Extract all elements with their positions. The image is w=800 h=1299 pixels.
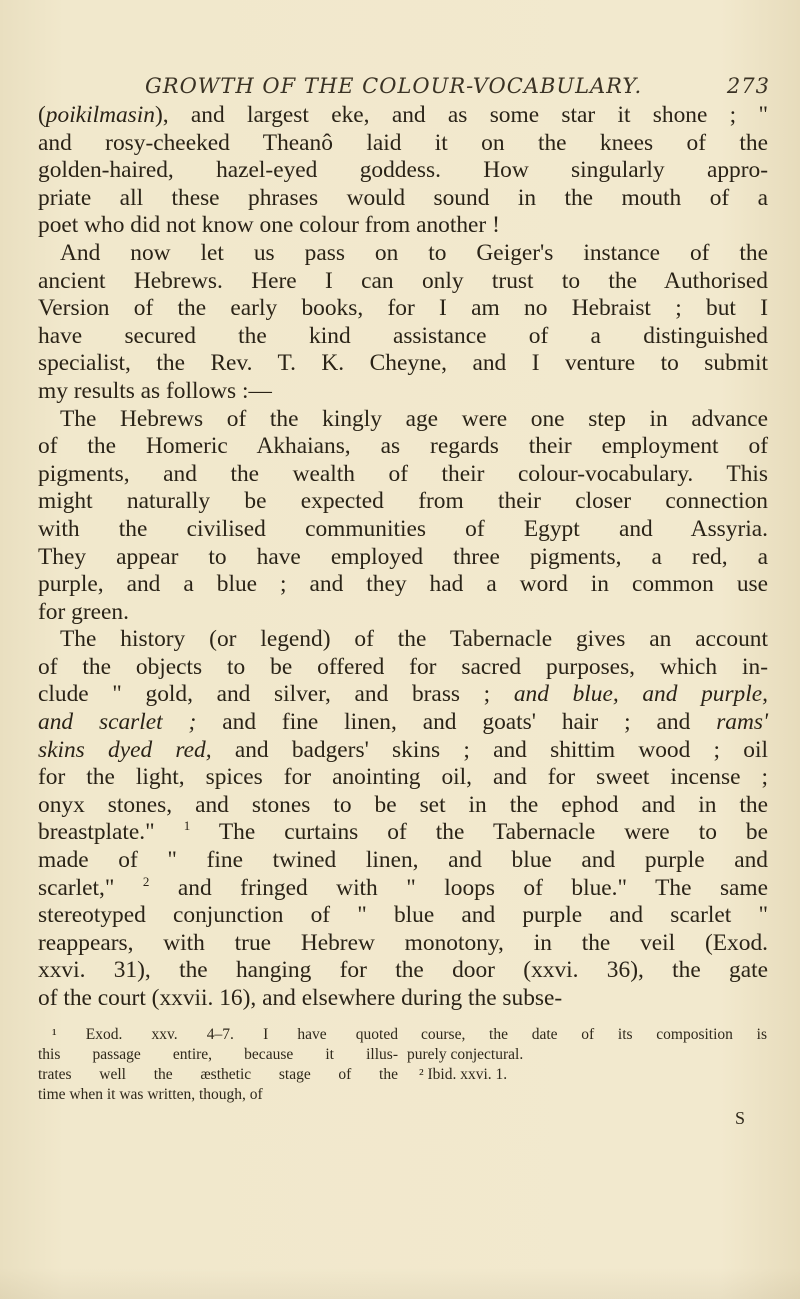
footnote-line: time when it was written, though, of xyxy=(38,1086,263,1103)
footnote-line: ¹ Exod. xxv. 4–7. I have quoted xyxy=(52,1026,398,1043)
text-run: poikilmasin xyxy=(45,102,155,128)
text-run: and blue, and purple, xyxy=(513,681,768,708)
running-header xyxy=(145,74,770,104)
footnote-marker: 2 xyxy=(142,873,150,889)
body-line xyxy=(38,212,768,240)
body-line xyxy=(38,433,768,461)
body-line xyxy=(38,957,768,985)
text-run: stereotyped conjunction of " blue and purple and scarlet " xyxy=(38,902,768,929)
text-run: and fringed with " loops of blue." The same xyxy=(149,874,769,901)
footnotes-right-column xyxy=(407,1025,767,1085)
body-line xyxy=(38,737,768,765)
body-line xyxy=(38,350,768,378)
footnote-line: course, the date of its composition is xyxy=(421,1026,767,1043)
text-run: and scarlet ; xyxy=(38,709,197,736)
text-run: and fine linen, and goats' hair ; and xyxy=(196,709,717,736)
signature-mark: S xyxy=(735,1108,746,1128)
text-run: purple, and a blue ; and they had a word in common use xyxy=(38,571,768,598)
text-run: The history (or legend) of the Tabernacle gives an account xyxy=(60,626,768,653)
page-edge-shadow xyxy=(0,1268,800,1299)
footnote-marker: 1 xyxy=(183,818,191,834)
body-line xyxy=(38,847,768,875)
text-run: for green. xyxy=(38,598,129,625)
body-line xyxy=(38,764,768,792)
text-run: scarlet," xyxy=(38,874,143,901)
footnote-line: this passage entire, because it illus- xyxy=(38,1046,398,1063)
text-run: poet who did not know one colour from another ! xyxy=(38,212,500,239)
body-line xyxy=(38,709,768,737)
body-line xyxy=(38,516,768,544)
body-line xyxy=(38,406,768,434)
body-line xyxy=(38,571,768,599)
body-line xyxy=(38,875,768,903)
body-line xyxy=(38,599,768,627)
body-line xyxy=(38,130,768,158)
footnote-line: trates well the æsthetic stage of the xyxy=(38,1066,398,1083)
body-line xyxy=(38,268,768,296)
body-line xyxy=(38,461,768,489)
text-run: onyx stones, and stones to be set in the ephod and in the xyxy=(38,791,768,818)
text-run: ( xyxy=(38,102,46,128)
body-line xyxy=(38,792,768,820)
text-run: rams' xyxy=(716,709,768,736)
text-run: The curtains of the Tabernacle were to be xyxy=(190,819,768,846)
text-run: xxvi. 31), the hanging for the door (xxvi. 36), the gate xyxy=(38,957,768,984)
text-run: They appear to have employed three pigments, a red, a xyxy=(38,543,768,570)
text-run: made of " fine twined linen, and blue and purple and xyxy=(38,847,768,874)
body-line xyxy=(38,240,768,268)
text-run: And now let us pass on to Geiger's instance of the xyxy=(60,239,768,266)
text-run: and badgers' skins ; and shittim wood ; oil xyxy=(211,736,768,763)
text-run: priate all these phrases would sound in the mouth of a xyxy=(38,184,768,211)
footnotes-left-column xyxy=(38,1025,398,1105)
text-run: for the light, spices for anointing oil, and for sweet incense ; xyxy=(38,764,768,791)
text-run: ), and largest eke, and as some star it shone ; " xyxy=(154,102,768,128)
body-line xyxy=(38,930,768,958)
text-run: have secured the kind assistance of a distinguished xyxy=(38,322,768,349)
text-run: ancient Hebrews. Here I can only trust to the Authorised xyxy=(38,267,768,294)
body-line xyxy=(38,819,768,847)
text-run: reappears, with true Hebrew monotony, in the veil (Exod. xyxy=(38,929,768,956)
body-line xyxy=(38,902,768,930)
body-line xyxy=(38,544,768,572)
text-run: golden-haired, hazel-eyed goddess. How singularly appro- xyxy=(38,157,768,184)
body-line xyxy=(38,185,768,213)
text-run: skins dyed red, xyxy=(38,736,212,763)
body-line xyxy=(38,323,768,351)
text-run: specialist, the Rev. T. K. Cheyne, and I venture to submit xyxy=(38,350,768,377)
page-number: 273 xyxy=(726,74,770,98)
body-text xyxy=(38,102,768,1013)
text-run: breastplate." xyxy=(38,819,184,846)
body-line xyxy=(38,102,768,130)
text-run: with the civilised communities of Egypt and Assyria. xyxy=(38,515,768,542)
text-run: clude " gold, and silver, and brass ; xyxy=(38,681,514,708)
footnote-line: purely conjectural. xyxy=(407,1046,524,1063)
body-line xyxy=(38,626,768,654)
body-line xyxy=(38,985,768,1013)
text-run: and rosy-cheeked Theanô laid it on the knees of the xyxy=(38,129,768,156)
body-line xyxy=(38,157,768,185)
text-run: of the objects to be offered for sacred purposes, which in- xyxy=(38,653,768,680)
text-run: of the Homeric Akhaians, as regards their employment of xyxy=(38,433,768,460)
text-run: pigments, and the wealth of their colour-vocabulary. This xyxy=(38,460,768,487)
text-run: The Hebrews of the kingly age were one step in advance xyxy=(60,405,768,432)
text-run: my results as follows :— xyxy=(38,377,272,404)
body-line xyxy=(38,488,768,516)
body-line xyxy=(38,295,768,323)
text-run: Version of the early books, for I am no Hebraist ; but I xyxy=(38,295,768,322)
body-line xyxy=(38,378,768,406)
running-title: GROWTH OF THE COLOUR-VOCABULARY. xyxy=(145,74,643,98)
body-line xyxy=(38,681,768,709)
text-run: of the court (xxvii. 16), and elsewhere during the subse- xyxy=(38,985,563,1011)
text-run: might naturally be expected from their closer connection xyxy=(38,488,768,515)
footnote-line: ² Ibid. xxvi. 1. xyxy=(419,1066,508,1083)
body-line xyxy=(38,654,768,682)
